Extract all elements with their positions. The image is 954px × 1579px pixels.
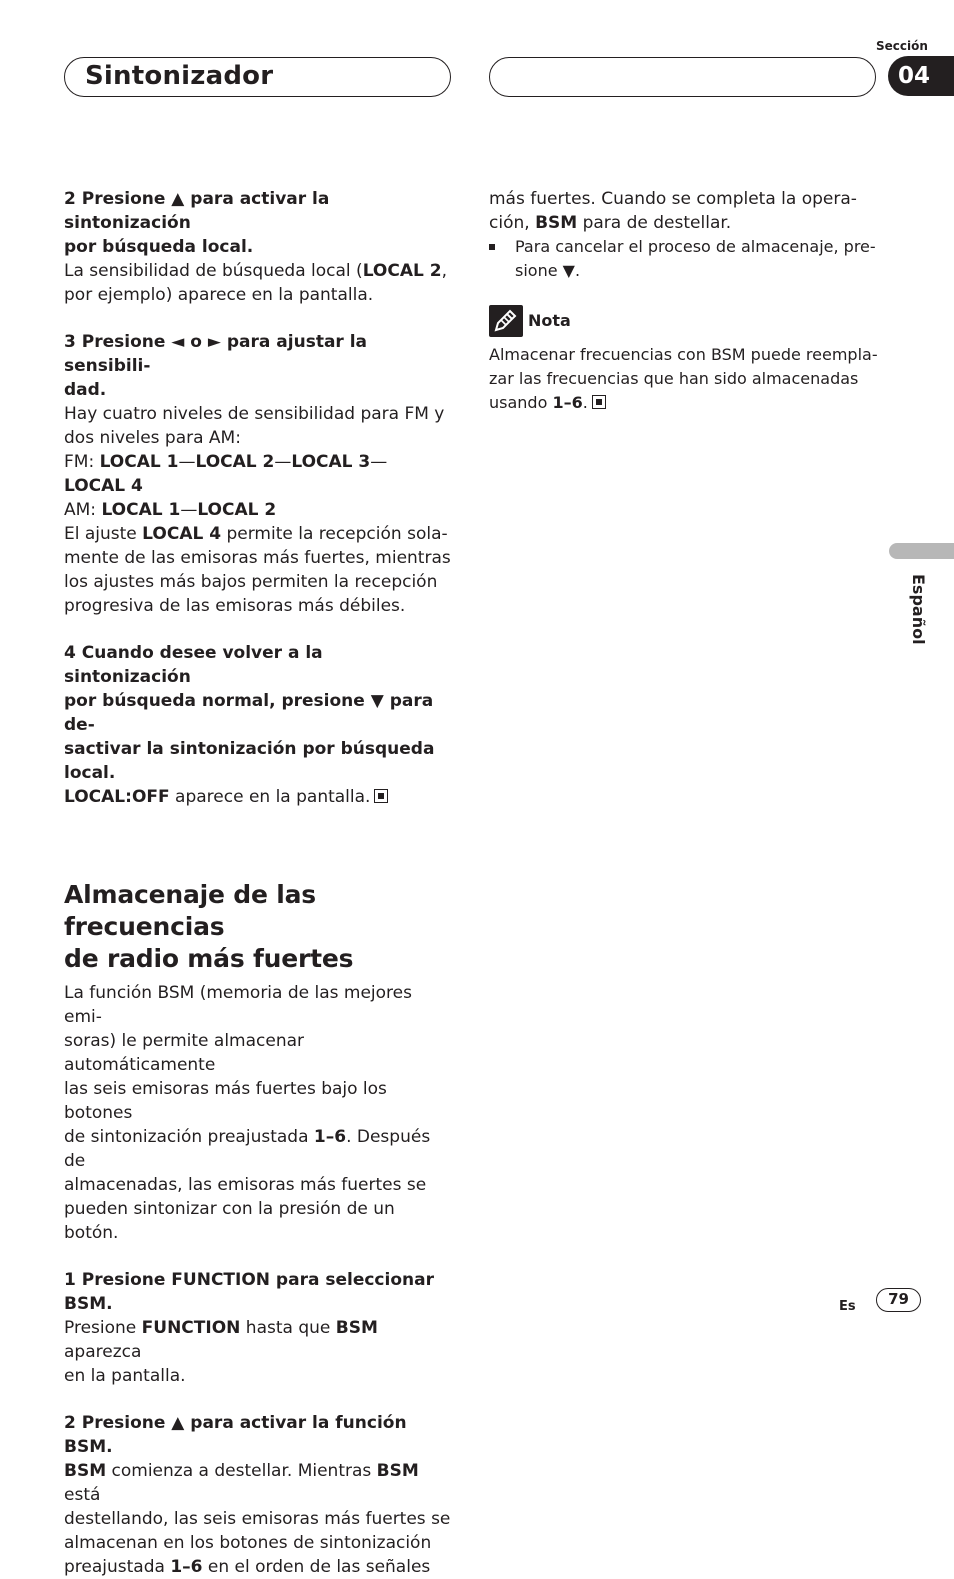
step-3-title: 3 Presione ◄ o ► para ajustar la sensibili- dad. (64, 332, 368, 400)
step-3-text: Hay cuatro niveles de sensibilidad para FM y dos niveles para AM: (64, 404, 445, 448)
step-2-text: La sensibilidad de búsqueda local (LOCAL 2, por ejemplo) aparece en la pantalla. (64, 261, 447, 305)
step-4-title: 4 Cuando desee volver a la sintonización por búsqueda normal, presione ▼ para de- sactivar la sintonización por búsqueda local. (64, 643, 435, 783)
footer-language-code: Es (839, 1299, 856, 1314)
local4-text: El ajuste LOCAL 4 permite la recepción sola- mente de las emisoras más fuertes, mientras los ajustes más bajos permiten la recepción progresiva de las emisoras más débiles. (64, 524, 451, 616)
bsm-step-2-text: BSM comienza a destellar. Mientras BSM está destellando, las seis emisoras más fuertes se almacenan en los botones de sintonización preajustada 1–6 en el orden de las señales (64, 1461, 451, 1577)
bsm-step-1-text: Presione FUNCTION hasta que BSM aparezca en la pantalla. (64, 1318, 378, 1386)
chapter-title-frame (64, 57, 451, 97)
bsm-step-2-continued: más fuertes. Cuando se completa la opera- ción, BSM para de destellar. (489, 189, 857, 233)
end-mark-icon (374, 789, 388, 803)
header-empty-frame (489, 57, 876, 97)
left-column (64, 187, 454, 1579)
bullet-square-icon (489, 244, 495, 250)
note-text: Almacenar frecuencias con BSM puede reempla- zar las frecuencias que han sido almacenadas usando 1–6. (489, 345, 878, 412)
section-heading: Almacenaje de las frecuencias de radio más fuertes (64, 880, 354, 973)
chapter-title: Sintonizador (85, 61, 274, 91)
am-levels: AM: LOCAL 1—LOCAL 2 (64, 500, 277, 520)
note-label: Nota (528, 311, 571, 330)
note-pencil-icon (489, 305, 523, 337)
cancel-bullet: Para cancelar el proceso de almacenaje, pre- sione ▼. (489, 235, 884, 283)
language-label: Español (909, 574, 928, 645)
bsm-step-2-title: 2 Presione ▲ para activar la función BSM. (64, 1413, 407, 1457)
note-header (489, 305, 884, 337)
section-label: Sección (876, 39, 928, 53)
bsm-intro: La función BSM (memoria de las mejores emi- soras) le permite almacenar automáticamente las seis emisoras más fuertes bajo los botones de sintonización preajustada 1–6. Después de almacenadas, las emisoras más fuertes se pueden sintonizar con la presión de un botón. (64, 983, 431, 1243)
section-number-badge: 04 (888, 56, 954, 96)
end-mark-icon (592, 395, 606, 409)
step-4-text: LOCAL:OFF aparece en la pantalla. (64, 785, 454, 809)
page-number: 79 (876, 1288, 921, 1312)
step-2-title: 2 Presione ▲ para activar la sintonización por búsqueda local. (64, 189, 330, 257)
right-column (489, 187, 884, 415)
language-tab-marker (889, 543, 954, 559)
fm-levels: FM: LOCAL 1—LOCAL 2—LOCAL 3— LOCAL 4 (64, 452, 388, 496)
bsm-step-1-title: 1 Presione FUNCTION para seleccionar BSM. (64, 1270, 434, 1314)
